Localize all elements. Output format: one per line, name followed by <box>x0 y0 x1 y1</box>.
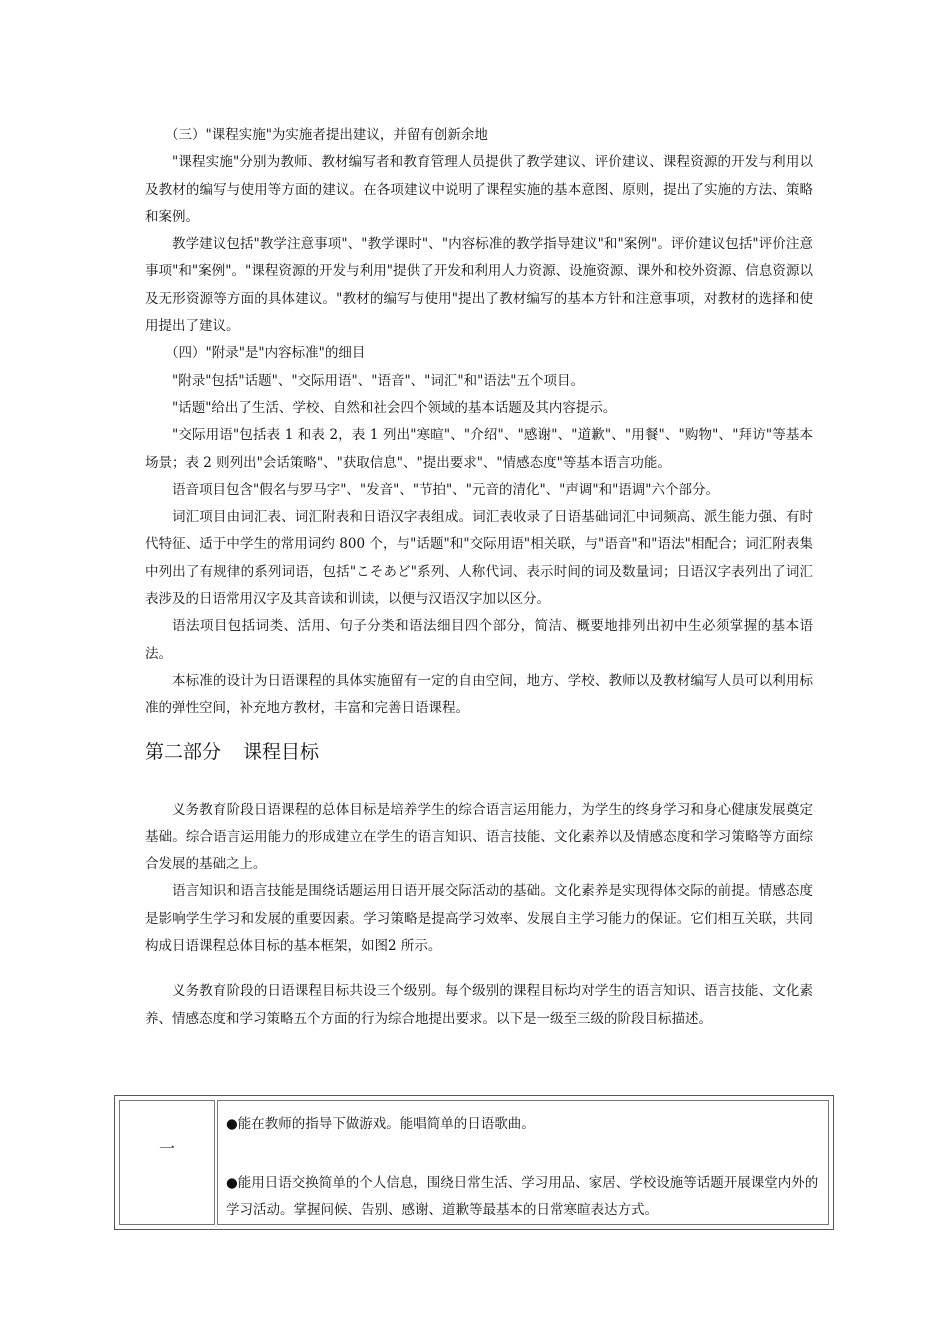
goal-item: ●能在教师的指导下做游戏。能唱简单的日语歌曲。 <box>226 1116 535 1132</box>
paragraph: 教学建议包括"教学注意事项"、"教学课时"、"内容标准的教学指导建议"和"案例"。评价建议包括"评价注意事项"和"案例"。"课程资源的开发与利用"提供了开发和利用人力资源、设施资源、课外和校外资源、信息资源以及无形资源等方面的具体建议。"教材的编写与使用"提出了教材编写的基本方针和注意事项，对教材的选择和使用提出了建议。 <box>145 236 813 335</box>
paragraph: "话题"给出了生活、学校、自然和社会四个领域的基本话题及其内容提示。 <box>172 399 617 416</box>
paragraph: 义务教育阶段日语课程的总体目标是培养学生的综合语言运用能力，为学生的终身学习和身心健康发展奠定基础。综合语言运用能力的形成建立在学生的语言知识、语言技能、文化素养以及情感态度和学习策略等方面综合发展的基础之上。 <box>145 801 813 873</box>
paragraph: 语法项目包括词类、活用、句子分类和语法细目四个部分，简洁、概要地排列出初中生必须掌握的基本语法。 <box>145 618 813 662</box>
section-heading-3: （三）"课程实施"为实施者提出建议，并留有创新余地 <box>165 127 488 143</box>
paragraph: 语音项目包含"假名与罗马字"、"发音"、"节拍"、"元音的清化"、"声调"和"语调"六个部分。 <box>172 481 720 498</box>
document-body <box>145 122 813 1033</box>
table-row <box>119 1100 829 1225</box>
paragraph: "附录"包括"话题"、"交际用语"、"语音"、"词汇"和"语法"五个项目。 <box>172 372 585 389</box>
paragraph: 语言知识和语言技能是围绕话题运用日语开展交际活动的基础。文化素养是实现得体交际的前提。情感态度是影响学生学习和发展的重要因素。学习策略是提高学习效率、发展自主学习能力的保证。它们相互关联，共同构成日语课程总体目标的基本框架，如图2 所示。 <box>145 883 813 955</box>
level-label: 一 <box>119 1100 215 1225</box>
goal-item: ●能用日语交换简单的个人信息，围绕日常生活、学习用品、家居、学校设施等话题开展课堂内外的学习活动。掌握问候、告别、感谢、道歉等最基本的日常寒暄表达方式。 <box>226 1175 819 1218</box>
section-heading-4: （四）"附录"是"内容标准"的细目 <box>165 345 366 362</box>
paragraph: 本标准的设计为日语课程的具体实施留有一定的自由空间，地方、学校、教师以及教材编写人员可以利用标准的弹性空间，补充地方教材，丰富和完善日语课程。 <box>145 672 813 717</box>
paragraph: 词汇项目由词汇表、词汇附表和日语汉字表组成。词汇表收录了日语基础词汇中词频高、派生能力强、有时代特征、适于中学生的常用词约 800 个，与"话题"和"交际用语"相关联，与"语音"和"语法"相配合；词汇附表集中列出了有规律的系列词语，包括"こそあど"系列、人称代词、表示时间的词及数量词；日语汉字表列出了词汇表涉及的日语常用汉字及其音读和训读，以便与汉语汉字加以区分。 <box>145 509 813 608</box>
part-number: 第二部分 <box>145 740 222 763</box>
level-goals-table <box>114 1095 834 1230</box>
part-name: 课程目标 <box>243 740 320 763</box>
goals-cell <box>217 1100 829 1225</box>
paragraph: "交际用语"包括表 1 和表 2，表 1 列出"寒暄"、"介绍"、"感谢"、"道歉"、"用餐"、"购物"、"拜访"等基本场景；表 2 则列出"会话策略"、"获取信息"、"提出要求"、"情感态度"等基本语言功能。 <box>145 427 813 471</box>
paragraph: 义务教育阶段的日语课程目标共设三个级别。每个级别的课程目标均对学生的语言知识、语言技能、文化素养、情感态度和学习策略五个方面的行为综合地提出要求。以下是一级至三级的阶段目标描述。 <box>145 983 813 1027</box>
part-title <box>145 738 813 766</box>
paragraph: "课程实施"分别为教师、教材编写者和教育管理人员提供了教学建议、评价建议、课程资源的开发与利用以及教材的编写与使用等方面的建议。在各项建议中说明了课程实施的基本意图、原则，提出了实施的方法、策略和案例。 <box>145 154 813 225</box>
